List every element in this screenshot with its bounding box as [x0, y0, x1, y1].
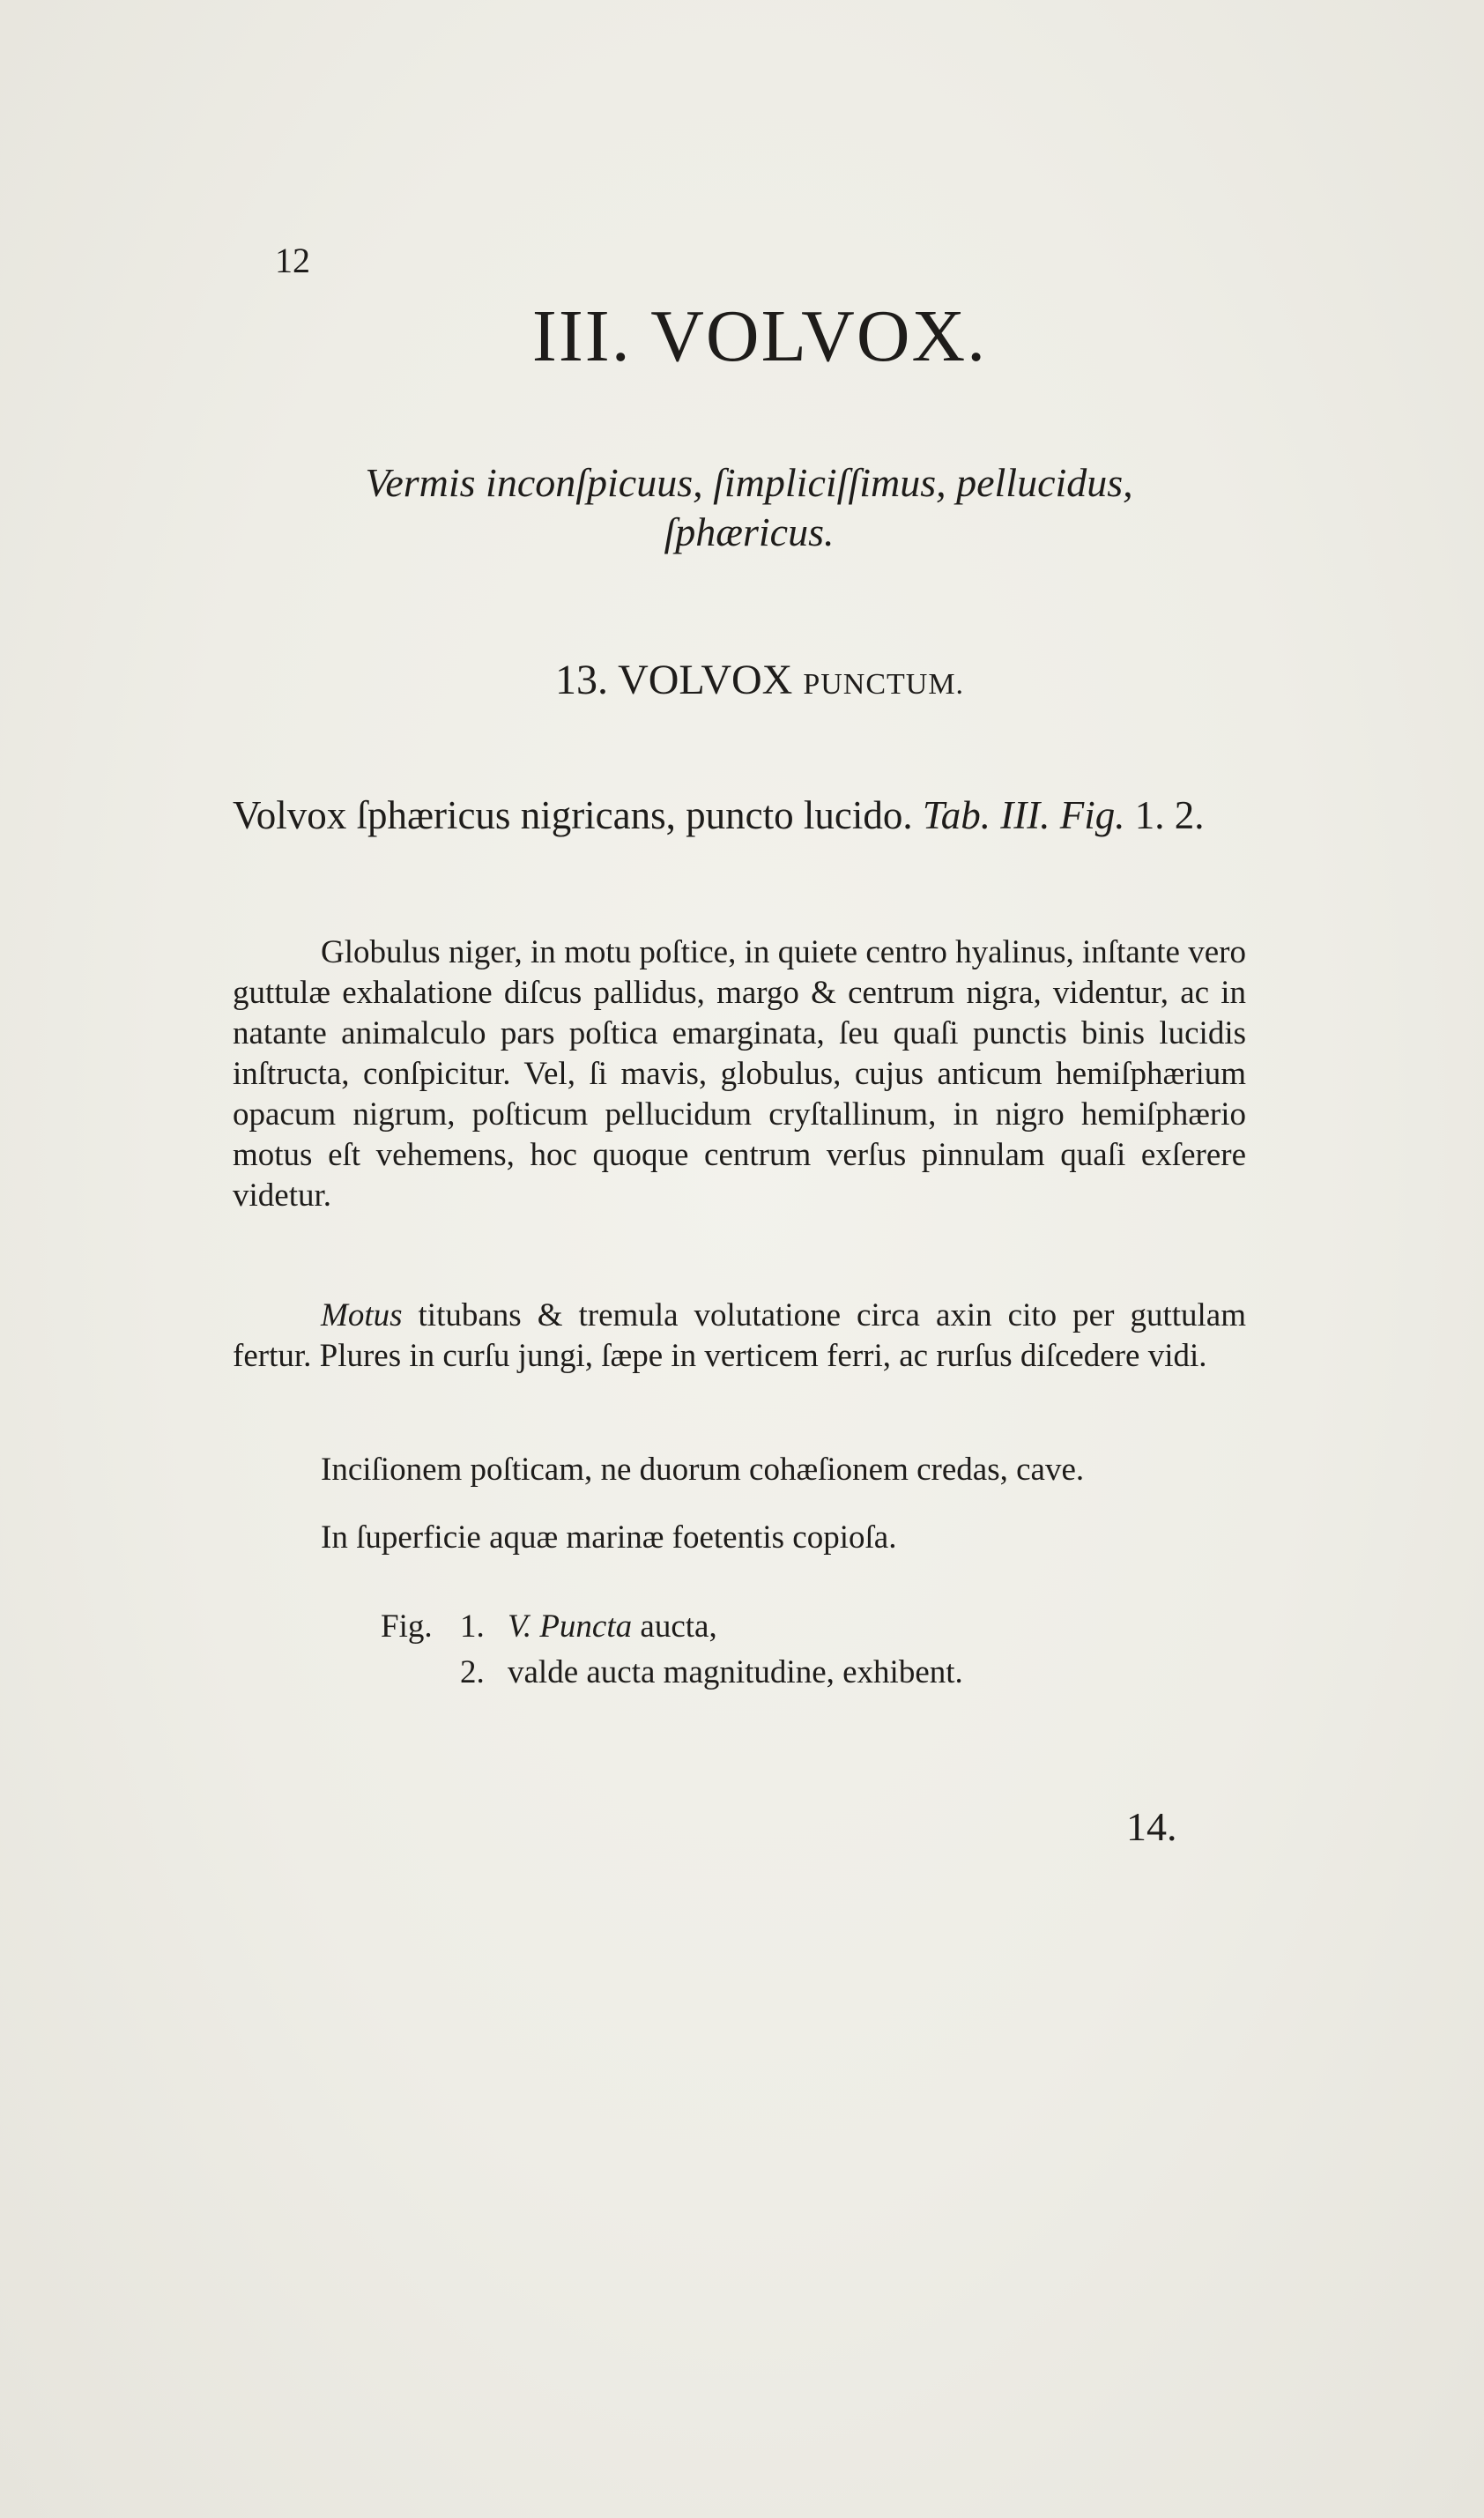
species-epithet: PUNCTUM. [803, 668, 965, 701]
species-description-text: Volvox ſphæricus nigricans, puncto lucido. [233, 793, 913, 837]
species-number: 13. [554, 657, 608, 703]
species-heading [0, 659, 1484, 702]
paragraph-habitat: In ſuperficie aquæ marinæ foetentis copioſa. [321, 1519, 897, 1556]
paragraph-motion-lead: Motus [321, 1297, 403, 1333]
figure-caption-text: aucta, [632, 1608, 717, 1645]
genus-diagnosis-line-1: Vermis inconſpicuus, ſimpliciſſimus, pellucidus, [365, 460, 1133, 505]
species-description [233, 791, 1246, 839]
figure-legend [381, 1604, 963, 1696]
figure-legend-row [381, 1604, 963, 1650]
figure-legend-spacer [381, 1650, 460, 1696]
figure-legend-label: Fig. [381, 1608, 433, 1645]
paragraph-caution: Inciſionem poſticam, ne duorum cohæſionem credas, cave. [321, 1452, 1085, 1488]
figure-legend-row [381, 1650, 963, 1696]
figure-caption-text: valde aucta magnitudine, exhibent. [508, 1654, 963, 1690]
genus-diagnosis-line-2: ſphæricus. [664, 509, 835, 554]
catchword: 14. [1126, 1804, 1177, 1849]
page-number: 12 [275, 241, 310, 280]
tab-reference: Tab. [922, 793, 991, 837]
paragraph-motion-text: titubans & tremula volutatione circa axin cito per guttulam fertur. Plures in curſu jungi, ſæpe in verticem ferri, ac rurſus diſcedere vidi. [233, 1297, 1246, 1374]
section-title: III. VOLVOX. [531, 295, 988, 377]
figure-number: 2. [460, 1654, 485, 1690]
paragraph-motion [233, 1296, 1246, 1377]
figure-caption-italic: V. Puncta [508, 1608, 633, 1645]
paragraph-description: Globulus niger, in motu poſtice, in quiete centro hyalinus, inſtante vero guttulæ exhalatione diſcus pallidus, margo & centrum nigra, videntur, ac in natante animalculo pars poſtica emarginata, ſeu quaſi punctis binis lucidis inſtructa, conſpicitur. Vel, ſi mavis, globulus, cujus anticum hemiſphærium opacum nigrum, poſticum pellucidum cryſtallinum, in nigro hemiſphærio motus eſt vehemens, hoc quoque centrum verſus pinnulam quaſi exſerere videtur. [233, 934, 1246, 1214]
tab-numeral: III. [1000, 793, 1050, 837]
fig-word: Fig. [1059, 793, 1125, 837]
genus-diagnosis [264, 458, 1234, 557]
figure-number: 1. [460, 1608, 485, 1645]
fig-numbers: 1. 2. [1134, 793, 1205, 837]
species-genus: VOLVOX [618, 657, 793, 703]
